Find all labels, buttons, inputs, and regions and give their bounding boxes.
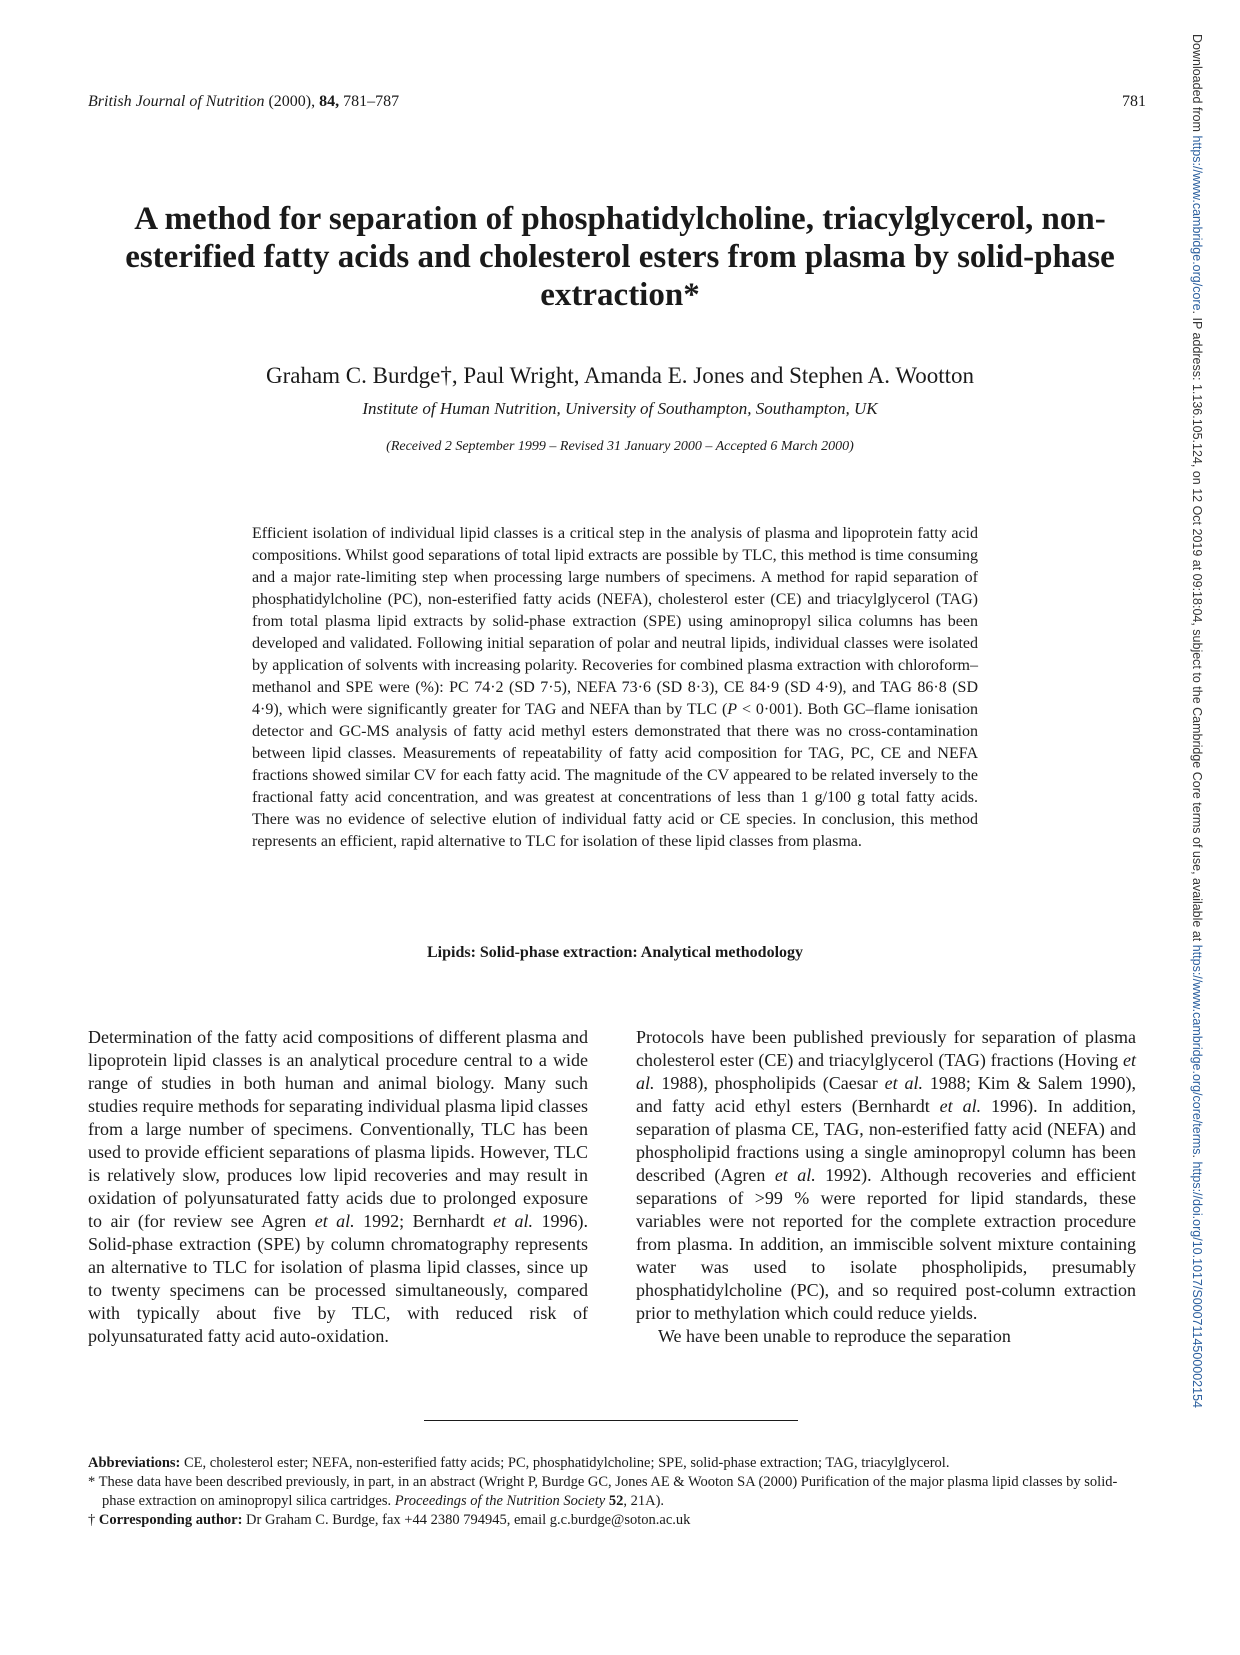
footnotes: [88, 1454, 1146, 1530]
separation-paragraph: We have been unable to reproduce the separation: [658, 1326, 1011, 1346]
affiliation: Institute of Human Nutrition, University of Southampton, Southampton, UK: [362, 399, 878, 418]
cambridge-core-link[interactable]: https://www.cambridge.org/core: [1190, 135, 1204, 311]
abbreviations-note: Abbreviations: CE, cholesterol ester; NEFA, non-esterified fatty acids; PC, phosphatidylcholine; SPE, solid-phase extraction; TAG, triacylglycerol.: [88, 1455, 950, 1471]
terms-link[interactable]: https://www.cambridge.org/core/terms: [1190, 944, 1204, 1155]
author-list: Graham C. Burdge†, Paul Wright, Amanda E. Jones and Stephen A. Wootton: [265, 363, 974, 388]
download-notice: Downloaded from https://www.cambridge.org/core. IP address: 1.136.105.124, on 12 Oct 2019 at 09:18:04, subject to the Cambridge Core terms of use, available at https://www.cambridge.org/core/terms. https://doi.org/10.1017/S0007114500002154: [1190, 34, 1204, 1408]
running-head: [88, 90, 1146, 114]
journal-citation: British Journal of Nutrition (2000), 84, 781–787: [88, 93, 400, 110]
doi-link[interactable]: https://doi.org/10.1017/S0007114500002154: [1190, 1161, 1204, 1408]
page-number: 781: [1122, 93, 1146, 110]
body-column-left: [88, 1026, 588, 1348]
footnote-divider: [424, 1420, 798, 1421]
body-column-right: [636, 1026, 1136, 1348]
article-title: A method for separation of phosphatidylcholine, triacylglycerol, non-esterified fatty acids and cholesterol esters from plasma by solid-phase extraction*: [125, 201, 1115, 313]
abstract: Efficient isolation of individual lipid classes is a critical step in the analysis of plasma and lipoprotein fatty acid compositions. Whilst good separations of total lipid extracts are possible by TLC, this method is time consuming and a major rate-limiting step when processing large numbers of specimens. A method for rapid separation of phosphatidylcholine (PC), non-esterified fatty acids (NEFA), cholesterol ester (CE) and triacylglycerol (TAG) from total plasma lipid extracts by solid-phase extraction (SPE) using aminopropyl silica columns has been developed and validated. Following initial separation of polar and neutral lipids, individual classes were isolated by application of solvents with increasing polarity. Recoveries for combined plasma extraction with chloroform–methanol and SPE were (%): PC 74·2 (SD 7·5), NEFA 73·6 (SD 8·3), CE 84·9 (SD 4·9), and TAG 86·8 (SD 4·9), which were significantly greater for TAG and NEFA than by TLC (P < 0·001). Both GC–flame ionisation detector and GC-MS analysis of fatty acid methyl esters demonstrated that there was no cross-contamination between lipid classes. Measurements of repeatability of fatty acid composition for TAG, PC, CE and NEFA fractions showed similar CV for each fatty acid. The magnitude of the CV appeared to be related inversely to the fractional fatty acid concentration, and was greatest at concentrations of less than 1 g/100 g total fatty acids. There was no evidence of selective elution of individual fatty acid or CE species. In conclusion, this method represents an efficient, rapid alternative to TLC for isolation of these lipid classes from plasma.: [252, 525, 978, 850]
corresponding-author-note: † Corresponding author: Dr Graham C. Burdge, fax +44 2380 794945, email g.c.burdge@soton.ac.uk: [88, 1512, 691, 1528]
protocols-paragraph: Protocols have been published previously for separation of plasma cholesterol ester (CE) and triacylglycerol (TAG) fractions (Hoving et al. 1988), phospholipids (Caesar et al. 1988; Kim & Salem 1990), and fatty acid ethyl esters (Bernhardt et al. 1996). In addition, separation of plasma CE, TAG, non-esterified fatty acid (NEFA) and phospholipid fractions using a single aminopropyl column has been described (Agren et al. 1992). Although recoveries and efficient separations of >99 % were reported for lipid standards, these variables were not reported for the complete extraction procedure from plasma. In addition, an immiscible solvent mixture containing water was used to isolate phospholipids, presumably phosphatidylcholine (PC), and so required post-column extraction prior to methylation which could reduce yields.: [636, 1027, 1136, 1323]
asterisk-note: * These data have been described previously, in part, in an abstract (Wright P, Burdge GC, Jones AE & Wooton SA (2000) Purification of the major plasma lipid classes by solid-phase extraction on aminopropyl silica cartridges. Proceedings of the Nutrition Society 52, 21A).: [88, 1474, 1118, 1509]
keywords: Lipids: Solid-phase extraction: Analytical methodology: [426, 944, 804, 961]
received-dates: (Received 2 September 1999 – Revised 31 January 2000 – Accepted 6 March 2000): [386, 439, 854, 454]
intro-paragraph: Determination of the fatty acid compositions of different plasma and lipoprotein lipid classes is an analytical procedure central to a wide range of studies in both human and animal biology. Many such studies require methods for separating individual plasma lipid classes from a large number of specimens. Conventionally, TLC has been used to provide efficient separations of plasma lipids. However, TLC is relatively slow, produces low lipid recoveries and may result in oxidation of polyunsaturated fatty acids due to prolonged exposure to air (for review see Agren et al. 1992; Bernhardt et al. 1996). Solid-phase extraction (SPE) by column chromatography represents an alternative to TLC for isolation of plasma lipid classes, since up to twenty specimens can be processed simultaneously, compared with typically about five by TLC, with reduced risk of polyunsaturated fatty acid auto-oxidation.: [88, 1027, 588, 1346]
